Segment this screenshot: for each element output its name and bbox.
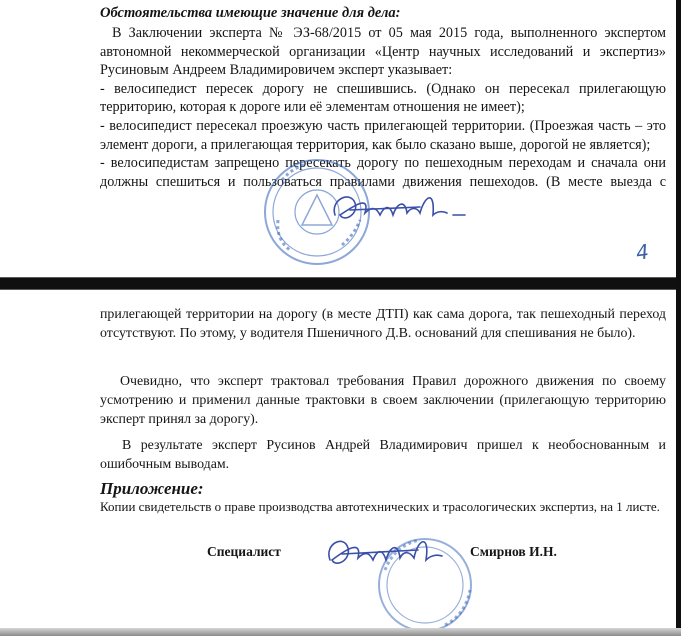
paragraph-conclusion [100, 372, 666, 429]
signature-icon [325, 185, 475, 235]
top-body-text [100, 24, 666, 191]
document-page-top [0, 0, 681, 277]
appendix-text: Копии свидетельств о праве производства автотехнических и трасологических экспертиз, на 1 листе. [100, 499, 660, 514]
body-line: ошибочным выводам. [100, 457, 230, 472]
body-line: - велосипедист пересек дорогу не спешившись. (Однако он пересекал прилегающую [100, 80, 666, 97]
body-line: должны спешиться и пользоваться правилами движения пешеходов. (В месте выезда с [100, 173, 666, 190]
body-line: Русиновым Андреем Владимировичем эксперт указывает: [100, 62, 453, 79]
body-line: эксперт принял за дорогу). [100, 412, 259, 427]
specialist-name: Смирнов И.Н. [470, 544, 557, 559]
scan-bottom-shadow [0, 628, 681, 636]
specialist-label: Специалист [207, 544, 281, 559]
handwritten-page-number: 4 [634, 239, 651, 265]
body-line: территорию, которая к дороге или её элементам отношения не имеет); [100, 99, 525, 116]
section-heading: Обстоятельства имеющие значение для дела: [100, 5, 401, 21]
body-line: автономной некоммерческой организации «Центр научных исследований и экспертиз» [100, 43, 666, 60]
body-line: - велосипедистам запрещено пересекать дорогу по пешеходным переходам и сначала они [100, 155, 666, 172]
body-line: В Заключении эксперта № ЭЗ-68/2015 от 05 мая 2015 года, выполненного экспертом [112, 25, 666, 41]
body-line: усмотрению и применил данные трактовки в своем заключении (прилегающую территорию [100, 393, 666, 408]
body-line: - велосипедист пересекал проезжую часть прилегающей территории. (Проезжая часть – это [100, 117, 666, 134]
body-line: прилегающей территории на дорогу (в месте ДТП) как сама дорога, так пешеходный переход [100, 307, 666, 322]
paragraph-continuation [100, 305, 666, 343]
body-line: В результате эксперт Русинов Андрей Владимирович пришел к необоснованным и [122, 438, 666, 453]
body-line: отсутствуют. По этому, у водителя Пшеничного Д.В. оснований для спешивания не было). [100, 326, 636, 341]
body-line: элемент дороги, а прилегающая территория, как было сказано выше, дорогой не является); [100, 136, 651, 153]
paragraph-result [100, 436, 666, 474]
appendix-title: Приложение: [100, 479, 204, 498]
scan-right-edge [676, 0, 681, 636]
body-line: Очевидно, что эксперт трактовал требования Правил дорожного движения по своему [120, 374, 666, 389]
page-separator [0, 277, 681, 290]
